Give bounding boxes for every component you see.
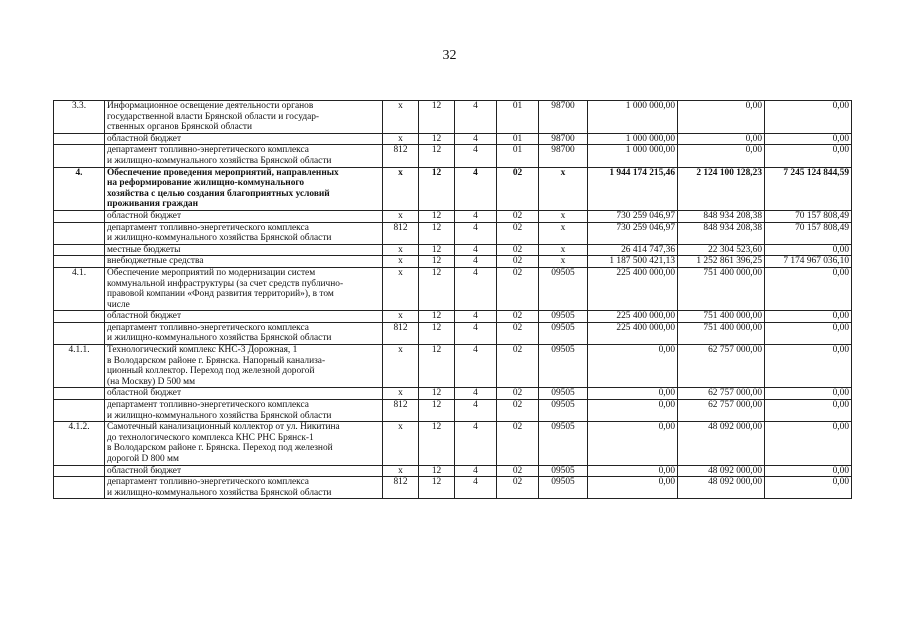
row-number-cell: [54, 145, 105, 167]
grbs-code-cell: х: [383, 101, 419, 134]
subsection-code-cell: 4: [455, 422, 497, 465]
row-name-line: и жилищно-коммунального хозяйства Брянской области: [107, 155, 332, 166]
section-code-cell: 12: [419, 133, 455, 145]
row-name-line: областной бюджет: [107, 388, 182, 399]
amount-year2-cell: 62 757 000,00: [678, 388, 765, 400]
grbs-code-cell: х: [383, 465, 419, 477]
row-name-line: областной бюджет: [107, 311, 182, 322]
row-name-cell: [105, 101, 383, 134]
table-row: [54, 244, 852, 256]
amount-year2-cell: 48 092 000,00: [678, 422, 765, 465]
table-row: [54, 465, 852, 477]
section-code-cell: 12: [419, 210, 455, 222]
row-name-line: местные бюджеты: [107, 244, 181, 255]
row-name-line: до технологического комплекса КНС РНС Брянск-1: [107, 432, 314, 443]
row-number-cell: 3.3.: [54, 101, 105, 134]
amount-year1-cell: 1 000 000,00: [588, 145, 678, 167]
amount-year2-cell: 1 252 861 396,25: [678, 256, 765, 268]
table-row: [54, 311, 852, 323]
amount-year3-cell: 0,00: [765, 345, 852, 388]
row-name-line: и жилищно-коммунального хозяйства Брянской области: [107, 233, 332, 244]
amount-year3-cell: 0,00: [765, 311, 852, 323]
subsection-code-cell: 4: [455, 167, 497, 210]
row-name-line: государственной власти Брянской области и государ-: [107, 111, 320, 122]
row-number-cell: [54, 222, 105, 244]
row-name-line: департамент топливно-энергетического комплекса: [107, 222, 309, 233]
budget-table: [53, 100, 852, 499]
row-name-line: числе: [107, 299, 130, 310]
row-name-line: и жилищно-коммунального хозяйства Брянской области: [107, 333, 332, 344]
table-row: [54, 322, 852, 344]
row-name-line: Обеспечение проведения мероприятий, направленных: [107, 167, 339, 178]
row-name-line: дорогой D 800 мм: [107, 454, 179, 464]
row-name-cell: [105, 400, 383, 422]
row-name-cell: [105, 345, 383, 388]
row-name-line: (на Москву) D 500 мм: [107, 376, 196, 387]
amount-year1-cell: 225 400 000,00: [588, 267, 678, 310]
grbs-code-cell: х: [383, 345, 419, 388]
program-code-cell: 02: [497, 210, 539, 222]
subsection-code-cell: 4: [455, 145, 497, 167]
grbs-code-cell: х: [383, 167, 419, 210]
row-name-line: областной бюджет: [107, 210, 182, 221]
row-name-line: на реформирование жилищно-коммунального: [107, 178, 305, 189]
amount-year3-cell: 0,00: [765, 477, 852, 499]
subsection-code-cell: 4: [455, 388, 497, 400]
amount-year2-cell: 2 124 100 128,23: [678, 167, 765, 210]
program-code-cell: 02: [497, 345, 539, 388]
row-name-line: в Володарском районе г. Брянска. Напорный канализа-: [107, 355, 326, 366]
row-number-cell: 4.: [54, 167, 105, 210]
row-name-cell: [105, 256, 383, 268]
row-name-cell: [105, 133, 383, 145]
target-article-cell: х: [539, 222, 588, 244]
grbs-code-cell: х: [383, 267, 419, 310]
grbs-code-cell: х: [383, 210, 419, 222]
amount-year1-cell: 1 000 000,00: [588, 133, 678, 145]
section-code-cell: 12: [419, 465, 455, 477]
row-name-line: ственных органов Брянской области: [107, 122, 253, 133]
amount-year1-cell: 225 400 000,00: [588, 311, 678, 323]
table-row: [54, 345, 852, 388]
amount-year3-cell: 0,00: [765, 133, 852, 145]
section-code-cell: 12: [419, 400, 455, 422]
program-code-cell: 02: [497, 311, 539, 323]
row-name-cell: [105, 167, 383, 210]
amount-year1-cell: 0,00: [588, 422, 678, 465]
grbs-code-cell: 812: [383, 477, 419, 499]
target-article-cell: х: [539, 244, 588, 256]
row-number-cell: [54, 256, 105, 268]
table-row: [54, 101, 852, 134]
amount-year3-cell: 70 157 808,49: [765, 210, 852, 222]
amount-year2-cell: 48 092 000,00: [678, 477, 765, 499]
row-name-line: областной бюджет: [107, 133, 182, 144]
subsection-code-cell: 4: [455, 311, 497, 323]
target-article-cell: 09505: [539, 388, 588, 400]
amount-year1-cell: 0,00: [588, 477, 678, 499]
grbs-code-cell: 812: [383, 322, 419, 344]
program-code-cell: 01: [497, 133, 539, 145]
amount-year1-cell: 0,00: [588, 400, 678, 422]
program-code-cell: 02: [497, 267, 539, 310]
table-row: [54, 400, 852, 422]
amount-year2-cell: 22 304 523,60: [678, 244, 765, 256]
target-article-cell: 98700: [539, 133, 588, 145]
target-article-cell: 09505: [539, 400, 588, 422]
amount-year2-cell: 751 400 000,00: [678, 311, 765, 323]
row-name-line: департамент топливно-энергетического комплекса: [107, 322, 309, 333]
row-number-cell: [54, 210, 105, 222]
amount-year1-cell: 1 944 174 215,46: [588, 167, 678, 210]
section-code-cell: 12: [419, 145, 455, 167]
row-name-cell: [105, 267, 383, 310]
row-number-cell: 4.1.: [54, 267, 105, 310]
amount-year3-cell: 0,00: [765, 322, 852, 344]
amount-year1-cell: 225 400 000,00: [588, 322, 678, 344]
row-number-cell: [54, 311, 105, 323]
row-name-line: и жилищно-коммунального хозяйства Брянской области: [107, 410, 332, 421]
amount-year1-cell: 730 259 046,97: [588, 210, 678, 222]
target-article-cell: 98700: [539, 145, 588, 167]
section-code-cell: 12: [419, 477, 455, 499]
amount-year3-cell: 7 245 124 844,59: [765, 167, 852, 210]
subsection-code-cell: 4: [455, 101, 497, 134]
amount-year3-cell: 0,00: [765, 400, 852, 422]
table-row: [54, 210, 852, 222]
amount-year2-cell: 0,00: [678, 133, 765, 145]
row-name-cell: [105, 322, 383, 344]
grbs-code-cell: х: [383, 422, 419, 465]
grbs-code-cell: х: [383, 133, 419, 145]
table-row: [54, 145, 852, 167]
program-code-cell: 02: [497, 400, 539, 422]
row-number-cell: [54, 477, 105, 499]
amount-year3-cell: 0,00: [765, 422, 852, 465]
row-name-cell: [105, 311, 383, 323]
subsection-code-cell: 4: [455, 345, 497, 388]
target-article-cell: 09505: [539, 477, 588, 499]
row-name-line: в Володарском районе г. Брянска. Переход под железной: [107, 443, 333, 454]
row-name-line: и жилищно-коммунального хозяйства Брянской области: [107, 487, 332, 498]
amount-year2-cell: 48 092 000,00: [678, 465, 765, 477]
amount-year3-cell: 0,00: [765, 267, 852, 310]
row-number-cell: [54, 465, 105, 477]
row-name-cell: [105, 477, 383, 499]
amount-year2-cell: 62 757 000,00: [678, 345, 765, 388]
amount-year2-cell: 848 934 208,38: [678, 210, 765, 222]
target-article-cell: х: [539, 256, 588, 268]
table-row: [54, 167, 852, 210]
target-article-cell: 09505: [539, 267, 588, 310]
program-code-cell: 02: [497, 322, 539, 344]
row-name-line: Обеспечение мероприятий по модернизации систем: [107, 267, 316, 278]
section-code-cell: 12: [419, 101, 455, 134]
section-code-cell: 12: [419, 222, 455, 244]
amount-year2-cell: 848 934 208,38: [678, 222, 765, 244]
grbs-code-cell: 812: [383, 222, 419, 244]
table-row: [54, 133, 852, 145]
section-code-cell: 12: [419, 244, 455, 256]
amount-year1-cell: 0,00: [588, 465, 678, 477]
amount-year3-cell: 0,00: [765, 465, 852, 477]
row-name-line: ционный коллектор. Переход под железной дорогой: [107, 366, 315, 377]
program-code-cell: 02: [497, 222, 539, 244]
amount-year1-cell: 730 259 046,97: [588, 222, 678, 244]
program-code-cell: 02: [497, 256, 539, 268]
subsection-code-cell: 4: [455, 477, 497, 499]
section-code-cell: 12: [419, 256, 455, 268]
row-name-line: департамент топливно-энергетического комплекса: [107, 477, 309, 488]
amount-year1-cell: 1 187 500 421,13: [588, 256, 678, 268]
subsection-code-cell: 4: [455, 322, 497, 344]
section-code-cell: 12: [419, 345, 455, 388]
section-code-cell: 12: [419, 322, 455, 344]
subsection-code-cell: 4: [455, 222, 497, 244]
program-code-cell: 02: [497, 167, 539, 210]
subsection-code-cell: 4: [455, 465, 497, 477]
table-body: [54, 101, 852, 499]
amount-year3-cell: 0,00: [765, 101, 852, 134]
target-article-cell: 09505: [539, 311, 588, 323]
grbs-code-cell: х: [383, 311, 419, 323]
amount-year3-cell: 0,00: [765, 388, 852, 400]
section-code-cell: 12: [419, 167, 455, 210]
program-code-cell: 01: [497, 145, 539, 167]
amount-year3-cell: 0,00: [765, 244, 852, 256]
program-code-cell: 02: [497, 465, 539, 477]
program-code-cell: 01: [497, 101, 539, 134]
amount-year2-cell: 751 400 000,00: [678, 322, 765, 344]
row-name-line: Технологический комплекс КНС-3 Дорожная, 1: [107, 345, 298, 356]
amount-year2-cell: 0,00: [678, 101, 765, 134]
row-name-line: коммунальной инфраструктуры (за счет средств публично-: [107, 278, 344, 289]
row-name-line: Самотечный канализационный коллектор от ул. Никитина: [107, 422, 340, 433]
table-row: [54, 422, 852, 465]
amount-year3-cell: 0,00: [765, 145, 852, 167]
row-name-line: Информационное освещение деятельности органов: [107, 101, 314, 111]
grbs-code-cell: х: [383, 244, 419, 256]
table-row: [54, 477, 852, 499]
subsection-code-cell: 4: [455, 267, 497, 310]
row-name-cell: [105, 222, 383, 244]
grbs-code-cell: 812: [383, 400, 419, 422]
row-name-cell: [105, 145, 383, 167]
program-code-cell: 02: [497, 477, 539, 499]
subsection-code-cell: 4: [455, 133, 497, 145]
amount-year3-cell: 7 174 967 036,10: [765, 256, 852, 268]
grbs-code-cell: 812: [383, 145, 419, 167]
section-code-cell: 12: [419, 422, 455, 465]
section-code-cell: 12: [419, 388, 455, 400]
amount-year3-cell: 70 157 808,49: [765, 222, 852, 244]
target-article-cell: х: [539, 210, 588, 222]
program-code-cell: 02: [497, 422, 539, 465]
row-name-cell: [105, 210, 383, 222]
section-code-cell: 12: [419, 267, 455, 310]
row-name-line: департамент топливно-энергетического комплекса: [107, 400, 309, 411]
target-article-cell: 09505: [539, 345, 588, 388]
target-article-cell: 09505: [539, 465, 588, 477]
row-name-line: внебюджетные средства: [107, 256, 204, 267]
row-name-line: областной бюджет: [107, 465, 182, 476]
target-article-cell: х: [539, 167, 588, 210]
section-code-cell: 12: [419, 311, 455, 323]
row-name-cell: [105, 422, 383, 465]
row-name-line: правовой компании «Фонд развития территорий»), в том: [107, 289, 334, 300]
table-row: [54, 222, 852, 244]
target-article-cell: 98700: [539, 101, 588, 134]
amount-year1-cell: 1 000 000,00: [588, 101, 678, 134]
target-article-cell: 09505: [539, 322, 588, 344]
row-number-cell: 4.1.2.: [54, 422, 105, 465]
table-row: [54, 267, 852, 310]
row-number-cell: [54, 133, 105, 145]
row-number-cell: [54, 244, 105, 256]
row-number-cell: [54, 322, 105, 344]
row-name-line: проживания граждан: [107, 199, 199, 210]
subsection-code-cell: 4: [455, 244, 497, 256]
row-name-cell: [105, 465, 383, 477]
program-code-cell: 02: [497, 388, 539, 400]
amount-year2-cell: 62 757 000,00: [678, 400, 765, 422]
subsection-code-cell: 4: [455, 400, 497, 422]
row-name-line: хозяйства с целью создания благоприятных условий: [107, 188, 330, 199]
subsection-code-cell: 4: [455, 256, 497, 268]
amount-year1-cell: 0,00: [588, 345, 678, 388]
grbs-code-cell: х: [383, 256, 419, 268]
amount-year2-cell: 0,00: [678, 145, 765, 167]
grbs-code-cell: х: [383, 388, 419, 400]
row-number-cell: 4.1.1.: [54, 345, 105, 388]
row-number-cell: [54, 400, 105, 422]
program-code-cell: 02: [497, 244, 539, 256]
amount-year2-cell: 751 400 000,00: [678, 267, 765, 310]
table-row: [54, 388, 852, 400]
target-article-cell: 09505: [539, 422, 588, 465]
row-name-cell: [105, 244, 383, 256]
row-name-line: департамент топливно-энергетического комплекса: [107, 145, 309, 156]
row-name-cell: [105, 388, 383, 400]
subsection-code-cell: 4: [455, 210, 497, 222]
table-row: [54, 256, 852, 268]
amount-year1-cell: 0,00: [588, 388, 678, 400]
page-number: 32: [442, 48, 457, 63]
row-number-cell: [54, 388, 105, 400]
amount-year1-cell: 26 414 747,36: [588, 244, 678, 256]
